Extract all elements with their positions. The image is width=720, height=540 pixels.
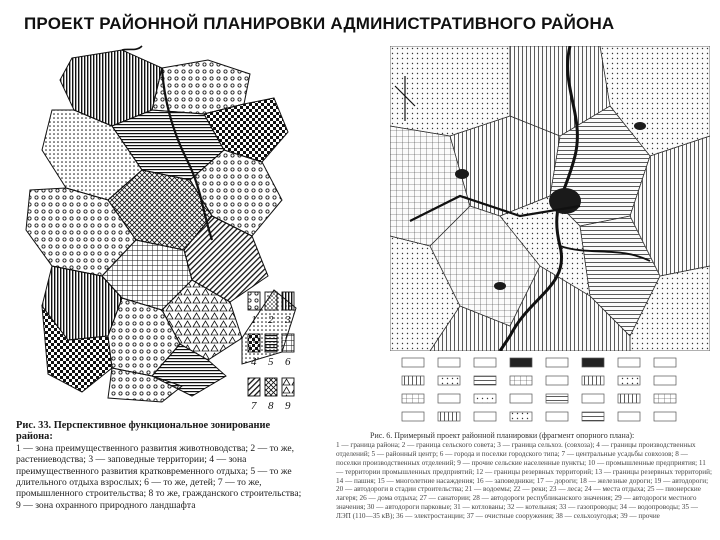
legend-number: 2 — [268, 314, 274, 326]
legend-number: 1 — [251, 314, 257, 326]
planning-legend — [400, 356, 716, 432]
zoning-caption-body: 1 — зона преимущественного развития животноводства; 2 — то же, растениеводства; 3 — заповедные территории; 4 — зона преимущественного развития кратковременного отдыха; 5 — то же длительного отдыха взрослых; 6 — то же, детей; 7 — то же, промышленного строительства; 8 то же, гражданского строительства; 9 — зона охранного природного ландшафта — [16, 442, 302, 511]
legend-number: 5 — [268, 356, 274, 368]
zoning-legend — [246, 290, 298, 418]
planning-caption — [336, 432, 714, 521]
planning-caption-body: 1 — граница района; 2 — граница сельского совета; 3 — граница сельхоз. (совхоза); 4 — границы производственных отделений; 5 — районный центр; 6 — города и поселки городского типа; 7 — центральные усадьбы совхозов; 8 — поселки производственных отделений; 9 — прочие сельские населенные пункты; 10 — промышленные предприятия; 11 — территории промышленных предприятий; 12 — границы резервных территорий; 13 — границы резервных территорий; 14 — пашня; 15 — многолетние насаждения; 16 — заповедники; 17 — дороги; 18 — железные дороги; 19 — автодороги; 20 — автодороги в стадии строительства; 21 — водоемы; 22 — реки; 23 — леса; 24 — места отдыха; 25 — пионерские лагеря; 26 — дома отдыха; 27 — санатории; 28 — автодороги республиканского значения; 29 — автодороги местного значения; 30 — автодороги парковые; 31 — котлованы; 32 — котельная; 33 — газопроводы; 34 — водопроводы; 35 — ЛЭП (110—35 кВ); 36 — электростанции; 37 — очистные сооружения; 38 — сельхозугодья; 39 — прочие — [336, 440, 712, 521]
page-title: ПРОЕКТ РАЙОННОЙ ПЛАНИРОВКИ АДМИНИСТРАТИВНОГО РАЙОНА — [24, 14, 615, 33]
zoning-caption — [16, 420, 308, 511]
legend-number: 7 — [251, 400, 257, 412]
legend-number: 4 — [251, 356, 257, 368]
legend-number: 6 — [285, 356, 291, 368]
planning-caption-title: Рис. 6. Примерный проект районной планировки (фрагмент опорного плана): — [370, 431, 635, 440]
legend-number: 8 — [268, 400, 274, 412]
zoning-caption-title: Рис. 33. Перспективное функциональное зонирование района: — [16, 420, 271, 443]
legend-number: 3 — [285, 314, 291, 326]
planning-map — [390, 46, 710, 351]
legend-number: 9 — [285, 400, 291, 412]
